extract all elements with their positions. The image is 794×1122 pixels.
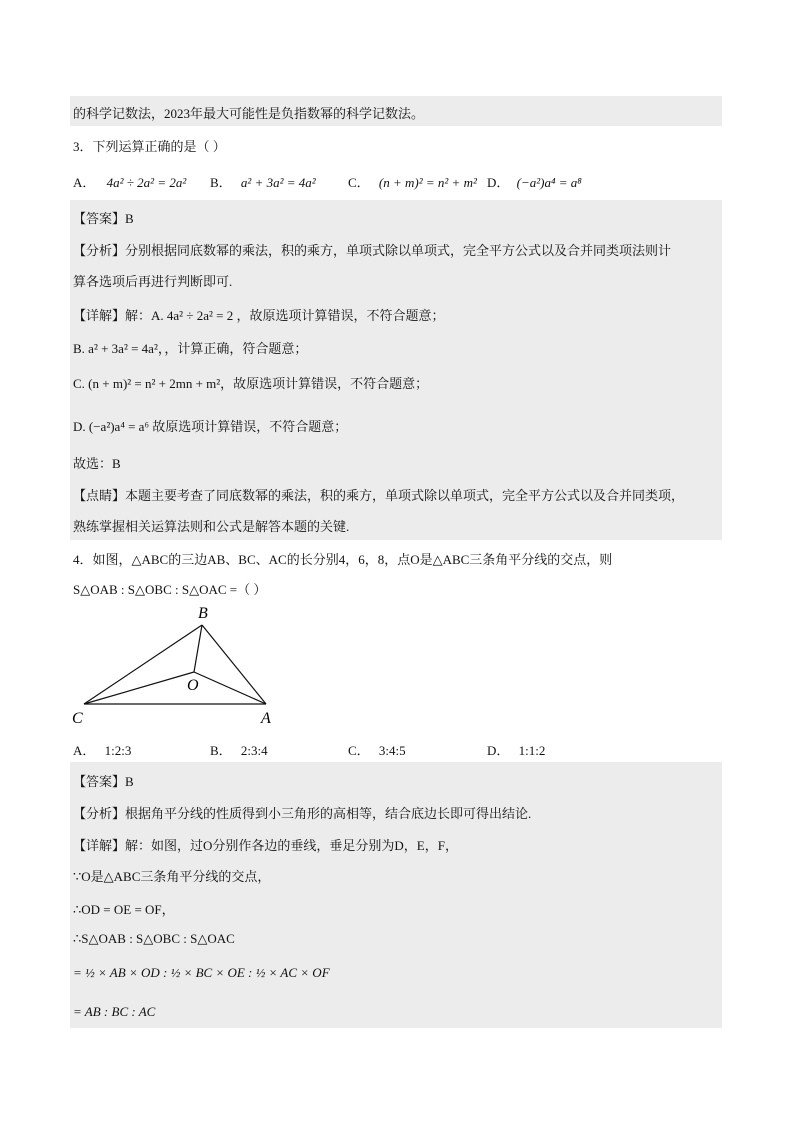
q4-detail-line2: ∵O是△ABC三条角平分线的交点， — [73, 869, 271, 884]
q3-detail-line3: C. (n + m)² = n² + 2mn + m²，故原选项计算错误，不符合题意； — [73, 376, 429, 391]
q4-option-a-expr: 1:2:3 — [104, 743, 132, 758]
q3-answer: 【答案】B — [73, 211, 134, 226]
q4-option-d-expr: 1:1:2 — [518, 743, 546, 758]
vertex-label-a: A — [261, 710, 271, 727]
q4-option-c-label: C． — [348, 743, 370, 758]
q4-detail-line1: 【详解】解：如图，过O分别作各边的垂线，垂足分别为D，E，F， — [73, 838, 458, 853]
q4-option-c — [348, 740, 406, 759]
shaded-block-q4-solution — [70, 762, 722, 1028]
vertex-label-b: B — [198, 605, 208, 622]
q3-option-d-expr: (−a²)a⁴ = a⁸ — [516, 175, 582, 190]
vertex-label-c: C — [72, 710, 83, 727]
q3-detail-line1: 【详解】解：A. 4a² ÷ 2a² = 2 ，故原选项计算错误，不符合题意； — [73, 308, 445, 323]
q3-comment-line2: 熟练掌握相关运算法则和公式是解答本题的关键. — [73, 519, 350, 534]
q3-choose: 故选：B — [73, 456, 121, 471]
q4-option-b-label: B． — [210, 743, 232, 758]
q3-analysis-line1: 【分析】分别根据同底数幂的乘法，积的乘方，单项式除以单项式，完全平方公式以及合并同类项法则计 — [73, 243, 672, 258]
q4-option-a — [73, 740, 131, 759]
q3-option-a-label: A． — [73, 175, 96, 190]
vertex-label-o: O — [187, 677, 199, 694]
q4-answer: 【答案】B — [73, 774, 134, 789]
q3-comment-line1: 【点睛】本题主要考查了同底数幂的乘法，积的乘方，单项式除以单项式，完全平方公式以及合并同类项， — [73, 488, 685, 503]
q3-option-a-expr: 4a² ÷ 2a² = 2a² — [106, 175, 187, 190]
q4-option-d-label: D． — [487, 743, 510, 758]
q4-detail-line4: ∴S△OAB : S△OBC : S△OAC — [73, 931, 235, 946]
q3-option-c-label: C． — [348, 175, 370, 190]
q3-stem: 3．下列运算正确的是（ ） — [73, 139, 226, 154]
q4-detail-line3: ∴OD = OE = OF， — [73, 902, 175, 917]
q4-analysis: 【分析】根据角平分线的性质得到小三角形的高相等，结合底边长即可得出结论. — [73, 806, 532, 821]
top-continuation-text: 的科学记数法，2023年最大可能性是负指数幂的科学记数法。 — [73, 106, 425, 121]
q4-option-d — [487, 740, 545, 759]
q4-detail-line5: = ½ × AB × OD : ½ × BC × OE : ½ × AC × OF — [73, 965, 330, 980]
q4-option-b — [210, 740, 268, 759]
q3-option-d-label: D． — [487, 175, 510, 190]
q4-stem-ratio: S△OAB : S△OBC : S△OAC =（ ） — [73, 582, 267, 597]
q4-option-a-label: A． — [73, 743, 96, 758]
q3-option-b — [210, 172, 316, 191]
q3-option-c — [348, 172, 477, 191]
q3-analysis-line2: 算各选项后再进行判断即可. — [73, 274, 233, 289]
triangle-figure — [70, 600, 290, 730]
q3-option-b-expr: a² + 3a² = 4a² — [240, 175, 316, 190]
q3-detail-line2: B. a² + 3a² = 4a²，，计算正确，符合题意； — [73, 341, 308, 356]
q4-stem: 4．如图，△ABC的三边AB、BC、AC的长分别4，6，8，点O是△ABC三条角平分线的交点，则 — [73, 552, 613, 567]
q3-option-b-label: B． — [210, 175, 232, 190]
q4-option-c-expr: 3:4:5 — [378, 743, 406, 758]
q3-option-a — [73, 172, 186, 191]
q3-detail-line4: D. (−a²)a⁴ = a⁶ 故原选项计算错误，不符合题意； — [73, 419, 348, 434]
q3-option-c-expr: (n + m)² = n² + m² — [378, 175, 477, 190]
q3-option-d — [487, 172, 582, 191]
q4-option-b-expr: 2:3:4 — [240, 743, 268, 758]
q4-detail-line6: = AB : BC : AC — [73, 1004, 156, 1019]
